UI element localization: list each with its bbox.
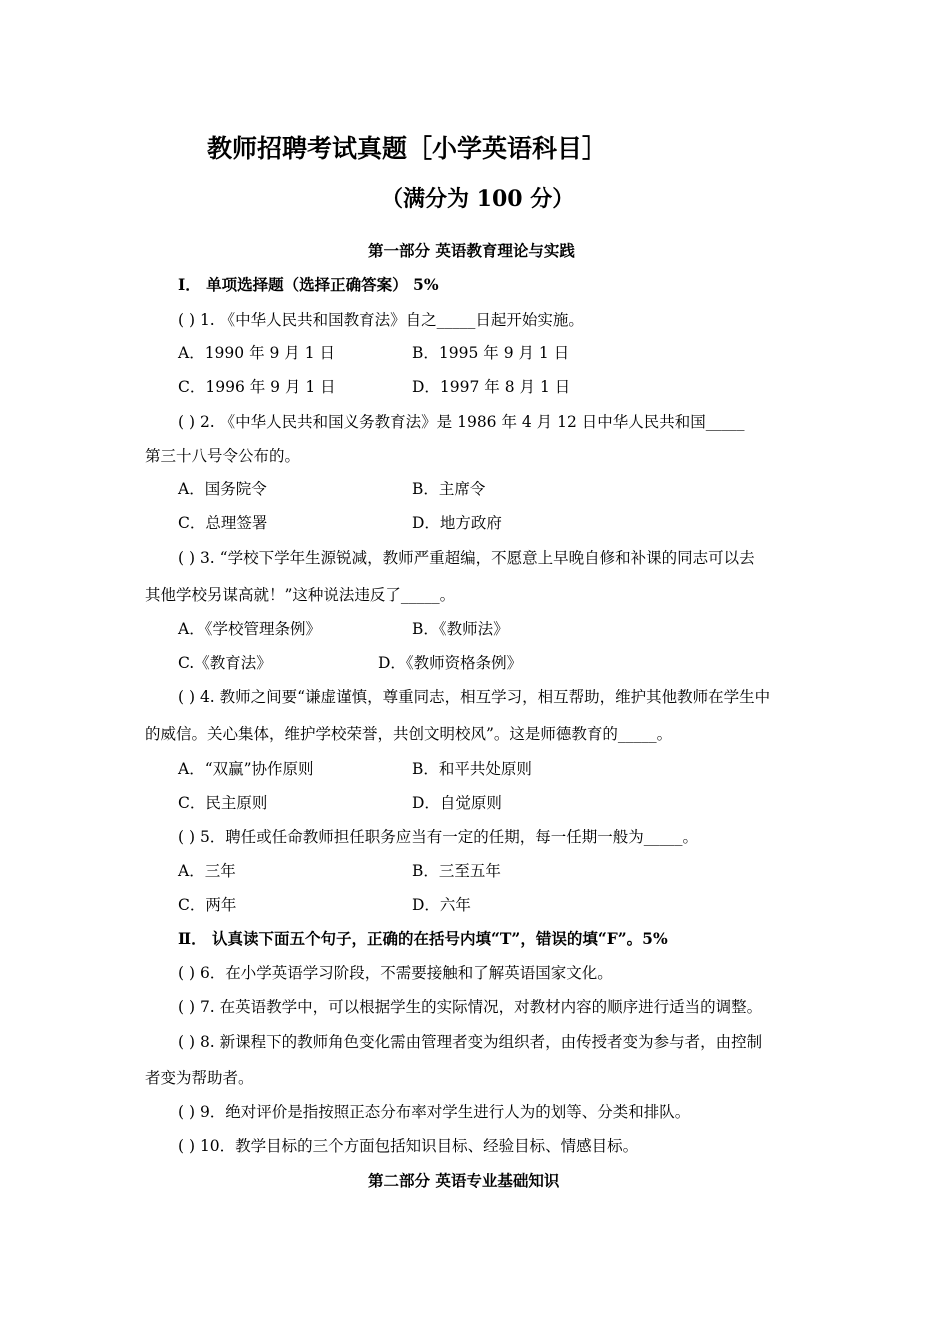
question-1-stem: ( ) 1. 《中华人民共和国教育法》自之_____日起开始实施。 <box>178 311 584 329</box>
page-title: 教师招聘考试真题［小学英语科目］ <box>207 134 608 163</box>
question-3-option-b: B．《教师法》 <box>412 620 509 638</box>
section2-heading: Ⅱ． 认真读下面五个句子，正确的在括号内填“T”，错误的填“F”。5% <box>178 929 668 948</box>
question-8-stem-cont: 者变为帮助者。 <box>145 1069 254 1087</box>
question-4-option-b: B．和平共处原则 <box>412 760 532 778</box>
question-7: ( ) 7. 在英语教学中，可以根据学生的实际情况，对教材内容的顺序进行适当的调整。 <box>178 998 763 1016</box>
question-5-option-c: C．两年 <box>178 896 237 914</box>
question-4-option-a: A．“双赢”协作原则 <box>178 760 314 778</box>
question-4-stem-cont: 的威信。关心集体，维护学校荣誉，共创文明校风”。这是师德教育的_____。 <box>145 725 673 743</box>
question-4-option-d: D．自觉原则 <box>412 794 502 812</box>
question-5-option-a: A．三年 <box>178 862 236 880</box>
part1-heading: 第一部分 英语教育理论与实践 <box>368 241 575 260</box>
question-2-option-a: A．国务院令 <box>178 480 267 498</box>
page-subtitle: （满分为 100 分） <box>381 186 575 212</box>
question-1-option-b: B．1995 年 9 月 1 日 <box>412 344 570 362</box>
question-2-stem: ( ) 2. 《中华人民共和国义务教育法》是 1986 年 4 月 12 日中华人民共和国_____ <box>178 413 745 431</box>
question-3-option-d: D．《教师资格条例》 <box>378 654 523 672</box>
question-2-stem-cont: 第三十八号令公布的。 <box>145 447 301 465</box>
question-5-stem: ( ) 5．聘任或任命教师担任职务应当有一定的任期，每一任期一般为_____。 <box>178 828 699 846</box>
question-5-option-b: B．三至五年 <box>412 862 501 880</box>
part2-heading: 第二部分 英语专业基础知识 <box>368 1171 560 1190</box>
question-4-stem: ( ) 4. 教师之间要“谦虚谨慎，尊重同志，相互学习，相互帮助，维护其他教师在学生中 <box>178 688 771 706</box>
question-2-option-c: C．总理签署 <box>178 514 268 532</box>
question-3-stem-cont: 其他学校另谋高就！”这种说法违反了_____。 <box>145 586 456 604</box>
question-5-option-d: D．六年 <box>412 896 471 914</box>
question-8-stem: ( ) 8. 新课程下的教师角色变化需由管理者变为组织者，由传授者变为参与者，由控制 <box>178 1033 763 1051</box>
question-3-stem: ( ) 3. “学校下学年生源锐减，教师严重超编，不愿意上早晚自修和补课的同志可以去 <box>178 549 755 567</box>
question-6: ( ) 6．在小学英语学习阶段，不需要接触和了解英语国家文化。 <box>178 964 613 982</box>
question-9: ( ) 9．绝对评价是指按照正态分布率对学生进行人为的划等、分类和排队。 <box>178 1103 691 1121</box>
question-3-option-a: A．《学校管理条例》 <box>178 620 321 638</box>
question-1-option-d: D．1997 年 8 月 1 日 <box>412 378 571 396</box>
question-3-option-c: C.《教育法》 <box>178 654 272 672</box>
question-2-option-b: B．主席令 <box>412 480 486 498</box>
question-10: ( ) 10．教学目标的三个方面包括知识目标、经验目标、情感目标。 <box>178 1137 639 1155</box>
question-1-option-c: C．1996 年 9 月 1 日 <box>178 378 336 396</box>
question-2-option-d: D．地方政府 <box>412 514 502 532</box>
question-1-option-a: A．1990 年 9 月 1 日 <box>178 344 335 362</box>
section1-heading: Ⅰ． 单项选择题（选择正确答案） 5% <box>178 275 439 294</box>
question-4-option-c: C．民主原则 <box>178 794 268 812</box>
